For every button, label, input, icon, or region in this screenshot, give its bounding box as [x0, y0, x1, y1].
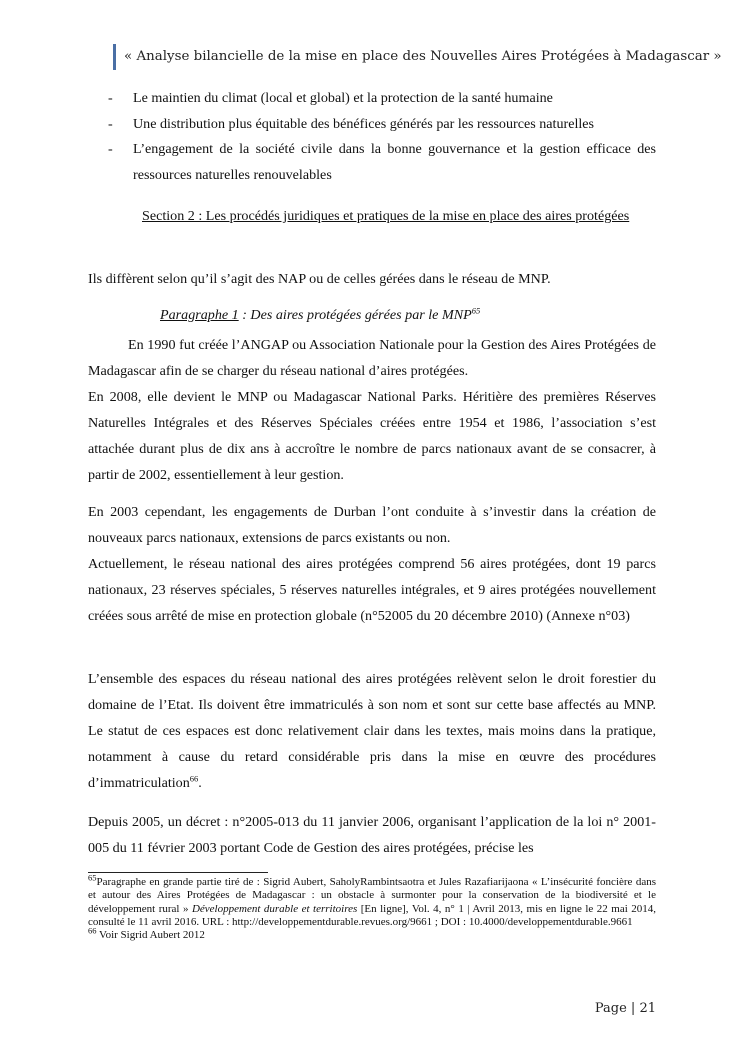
bullet-text: L’engagement de la société civile dans la bonne gouvernance et la gestion efficace des ressources naturelles renouvelables: [133, 141, 656, 183]
footnote-65: [88, 872, 657, 929]
footnote-journal: Développement durable et territoires: [191, 902, 358, 915]
paragraph-2: En 2008, elle devient le MNP ou Madagascar National Parks. Héritière des premières Réserves Naturelles Intégrales et des Réserves Spéciales créées entre 1954 et 1986, l’association s’est attachée durant plus de dix ans à accroître le nombre de parcs nationaux avant de se consacrer, à partir de 2002, essentiellement à leur gestion.: [88, 389, 656, 483]
body-block-2: [88, 499, 656, 629]
paragraph-label: Paragraphe 1: [160, 307, 239, 323]
footnote-text: [En ligne], Vol. 4, n° 1 | Avril 2013, mis en ligne le 22 mai 2014, consulté le 11 avril 2016. URL : http://developpementdurable.revues.org/9661 ; DOI : 10.4000/developpementdurable.9661: [88, 902, 657, 928]
footnote-ref-66: 66: [189, 773, 199, 784]
paragraph-4: Actuellement, le réseau national des aires protégées comprend 56 aires protégées, dont 19 parcs nationaux, 23 réserves spéciales, 5 réserves naturelles intégrales, et 9 aires protégées nouvellement créées sous arrêté de mise en protection globale (n°52005 du 20 décembre 2010) (Annexe n°03): [88, 556, 656, 624]
paragraph-3: En 2003 cependant, les engagements de Durban l’ont conduite à s’investir dans la création de nouveaux parcs nationaux, extensions de parcs existants ou non.: [88, 504, 656, 546]
body-block-4: [88, 809, 656, 861]
list-item: [108, 137, 656, 188]
paragraph-1: En 1990 fut créée l’ANGAP ou Association Nationale pour la Gestion des Aires Protégées de Madagascar afin de se charger du réseau national d’aires protégées.: [88, 337, 656, 379]
footnote-text: Voir Sigrid Aubert 2012: [96, 929, 205, 942]
footnote-separator: [88, 872, 268, 873]
body-block-1: [88, 332, 656, 488]
intro-paragraph: [88, 266, 656, 292]
paragraph-5: [88, 666, 656, 796]
running-header: « Analyse bilancielle de la mise en place des Nouvelles Aires Protégées à Madagascar »: [113, 44, 722, 70]
bullet-marker: -: [108, 141, 113, 157]
footnote-66: [88, 925, 656, 942]
paragraph-5-text: L’ensemble des espaces du réseau national des aires protégées relèvent selon le droit forestier du domaine de l’Etat. Ils doivent être immatriculés à son nom et sont sur cette base affectés au MNP. Le statut de ces espaces est donc relativement clair dans les textes, mais moins dans la pratique, notamment à cause du retard considérable pris dans la mise en œuvre des procédures d’immatriculation: [88, 671, 656, 791]
footnote-text: Paragraphe en grande partie tiré de : Sigrid Aubert, SaholyRambintsaotra et Jules Razafiarijaona « L’insécurité foncière dans et autour des Aires Protégées de Madagascar : un obstacle à surmonter pour la conservation de la biodiversité et le développement rural »: [88, 876, 656, 915]
section-heading: Section 2 : Les procédés juridiques et pratiques de la mise en place des aires protégées: [142, 208, 630, 224]
footnote-number: 66: [88, 925, 97, 936]
intro-text: Ils diffèrent selon qu’il s’agit des NAP ou de celles gérées dans le réseau de MNP.: [88, 271, 551, 287]
list-item: [108, 112, 656, 138]
footnote-number: 65: [88, 872, 97, 883]
paragraph-5-end: .: [198, 775, 202, 791]
bullet-list: [108, 86, 656, 188]
page-number: [595, 1001, 656, 1016]
page-separator: |: [630, 1001, 636, 1016]
footnotes: [88, 872, 657, 942]
bullet-marker: -: [108, 115, 113, 132]
paragraph-heading: [160, 307, 480, 324]
bullet-text: Une distribution plus équitable des bénéfices générés par les ressources naturelles: [133, 115, 595, 132]
body-block-3: [88, 666, 656, 796]
paragraph-6: Depuis 2005, un décret : n°2005-013 du 11 janvier 2006, organisant l’application de la loi n° 2001-005 du 11 février 2003 portant Code de Gestion des aires protégées, précise les: [88, 814, 656, 856]
list-item: [108, 86, 656, 112]
page-label: Page: [594, 1001, 627, 1016]
bullet-marker: -: [108, 90, 113, 106]
page-number-value: 21: [639, 1001, 656, 1016]
footnote-ref-65: 65: [471, 305, 481, 316]
bullet-text: Le maintien du climat (local et global) et la protection de la santé humaine: [133, 90, 553, 106]
paragraph-heading-text: : Des aires protégées gérées par le MNP: [238, 307, 472, 323]
